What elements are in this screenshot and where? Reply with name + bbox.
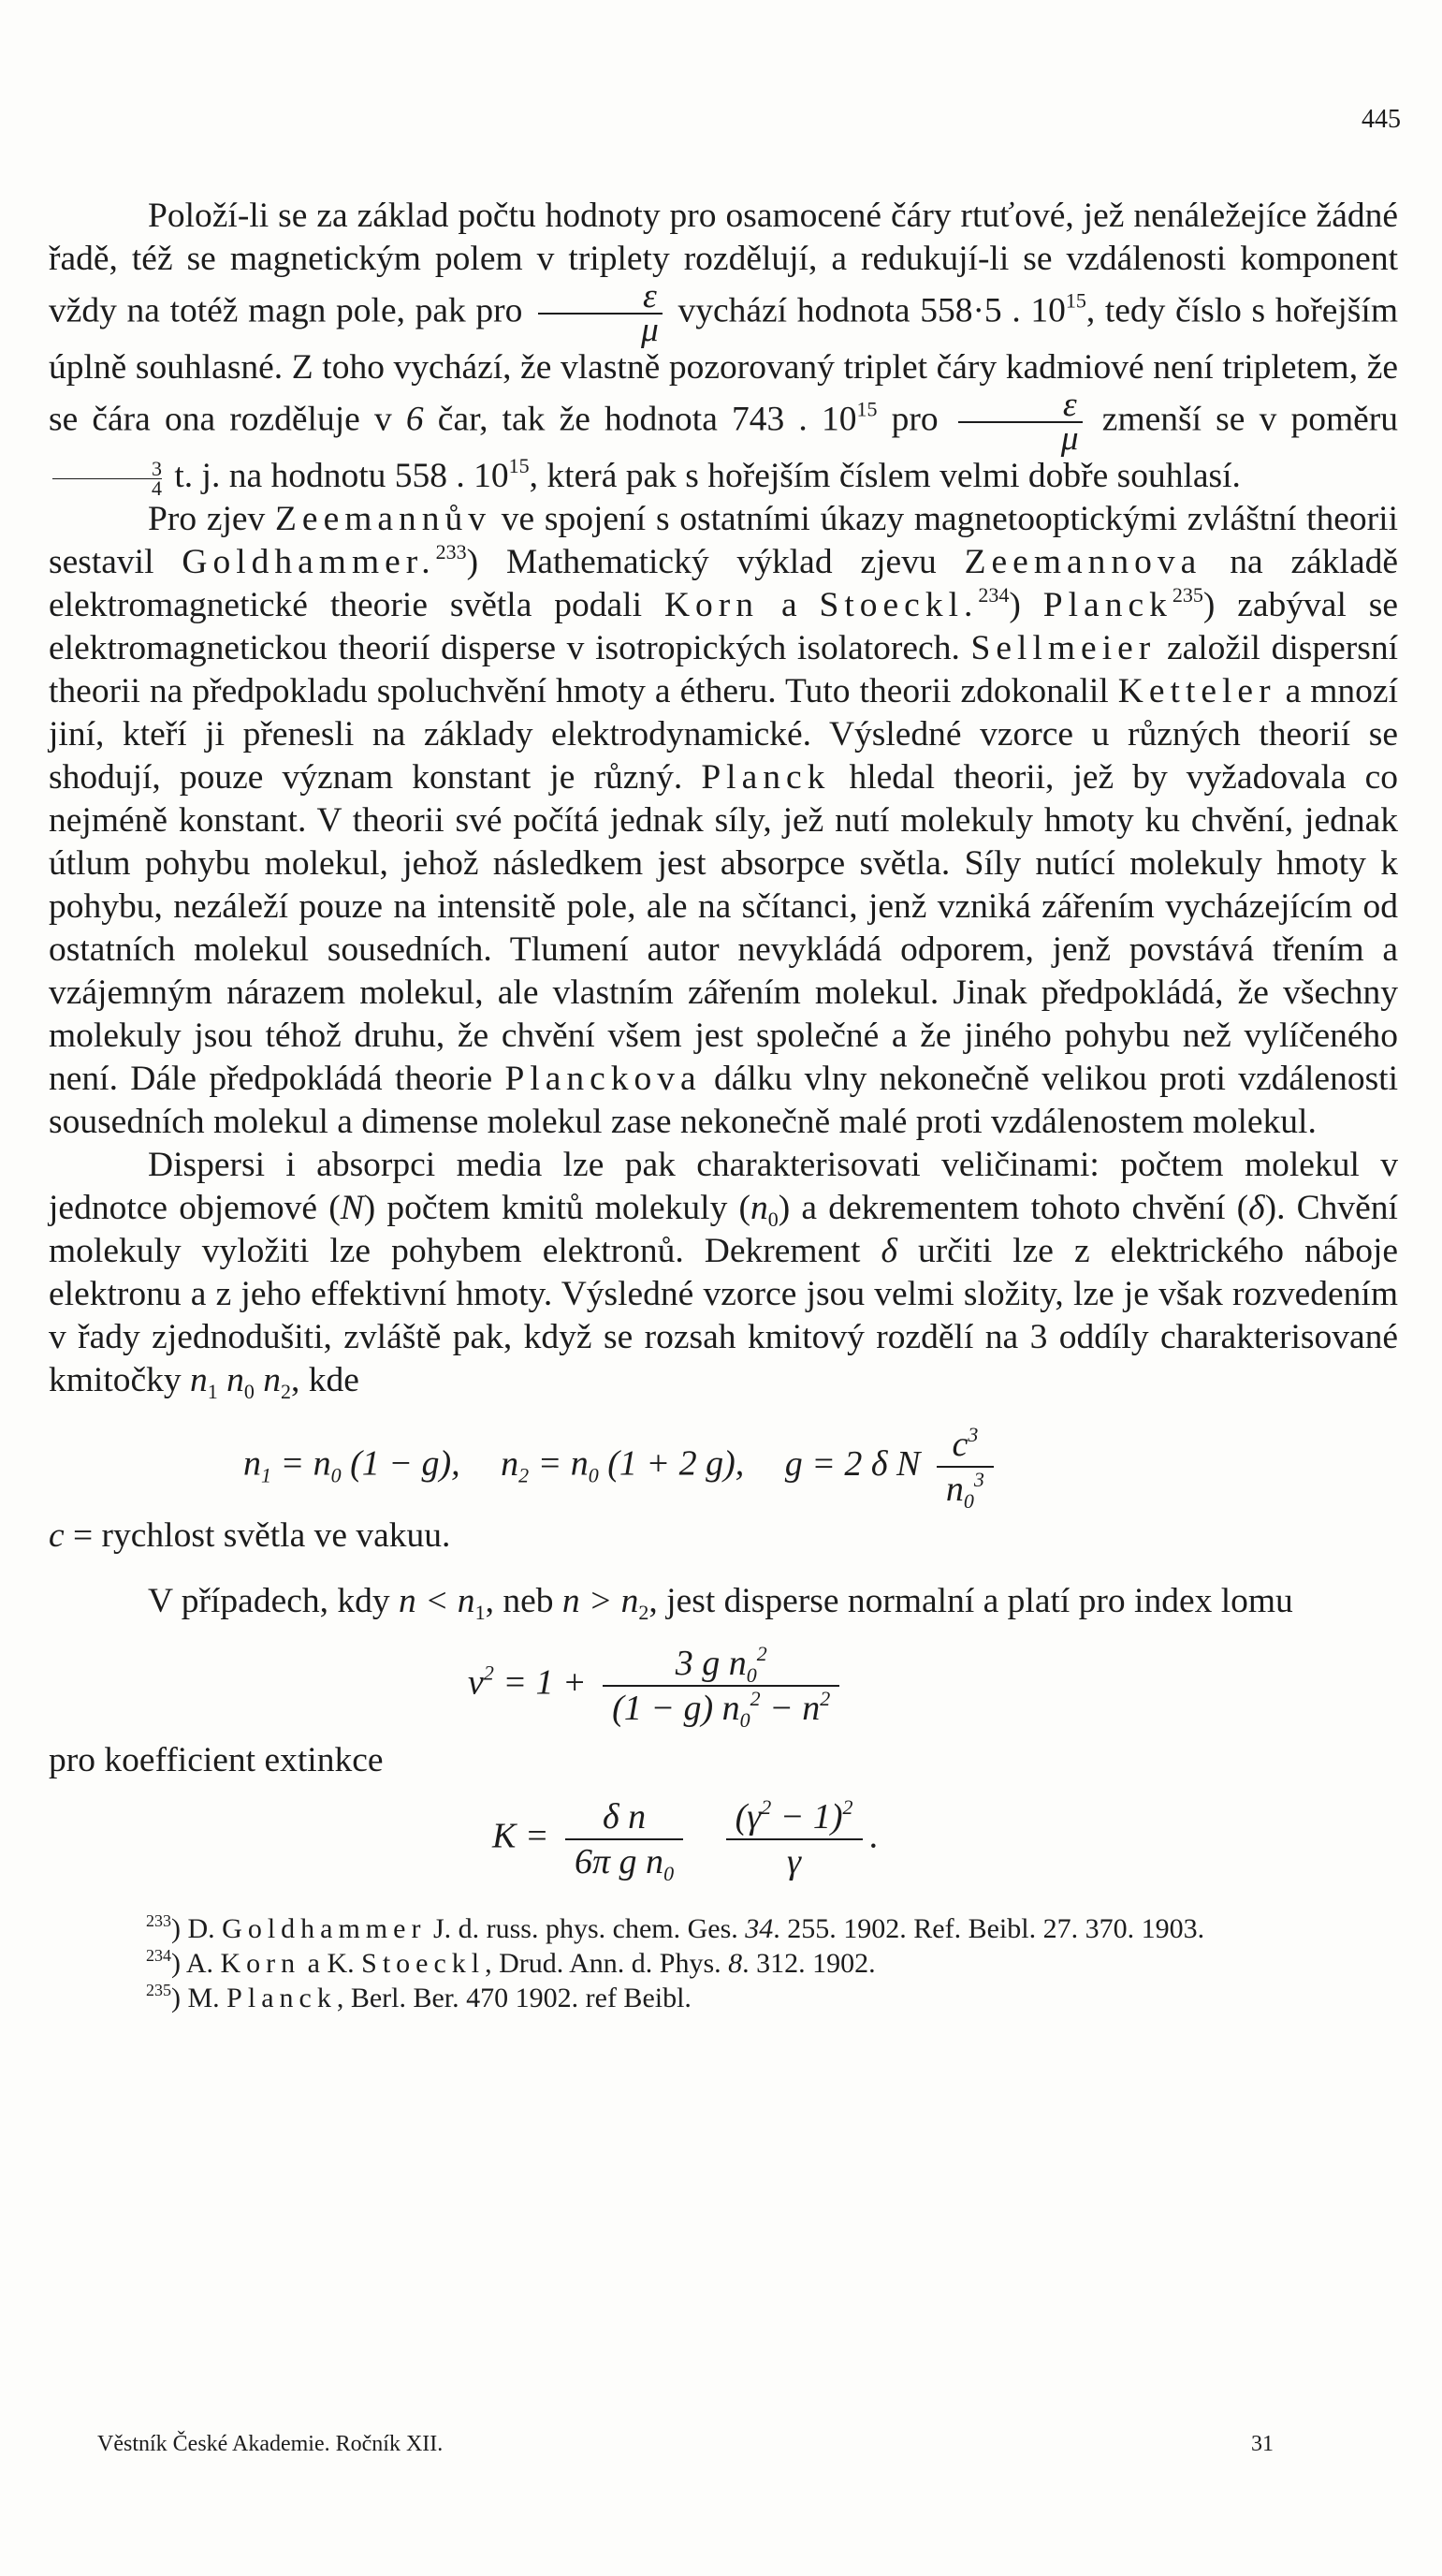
footnote-235 [49, 1981, 1398, 2015]
c-definition [49, 1515, 1398, 1558]
math: . [869, 1816, 879, 1856]
text-run: , neb [485, 1582, 554, 1620]
math-symbol: < n [415, 1582, 475, 1620]
math: n [243, 1443, 261, 1484]
text-run: ) Mathematický výklad zjevu [466, 543, 937, 581]
footnote-number: 234 [146, 1946, 171, 1965]
footnote-number: 233 [146, 1911, 171, 1930]
author-name: Planck [701, 758, 831, 797]
text-run: určiti lze z elektrického náboje elektronu a z jeho effektivní hmoty. Výsledné vzorce jsou velmi složity, lze je však rozvedením v řady zjednodušiti, zvláště pak, když se rozsah kmitový rozdělí na 3 oddíly charakterisované kmitočky [49, 1232, 1399, 1399]
exponent: 15 [856, 397, 878, 421]
math: ν [468, 1662, 484, 1703]
page-number: 445 [1362, 105, 1401, 134]
math: K [492, 1816, 517, 1856]
fraction-numerator: ε [958, 389, 1083, 423]
text-run: Dispersi i absorpci media lze pak charakterisovati veličinami: počtem molekul v jednotce objemové ( [49, 1146, 1398, 1227]
math: (1 − g), [341, 1443, 460, 1484]
subscript: 0 [767, 1208, 779, 1231]
subscript: 0 [330, 1463, 342, 1487]
math-symbol: n [561, 1582, 580, 1620]
math: (γ [735, 1797, 762, 1837]
paragraph-4 [49, 1580, 1398, 1623]
article-body [49, 195, 1398, 2015]
text-run: založil dispersní theorii na předpokladu spoluchvění hmoty a étheru. Tuto theorii zdokonalil [49, 629, 1398, 710]
text-run: V případech, kdy [148, 1582, 390, 1620]
text-run: , Drud. Ann. d. Phys. [485, 1948, 721, 1979]
text-run: Položí-li se za základ počtu hodnoty pro osamocené čáry rtuťové, jež nenáležejíce žádné řadě, též se magnetickým polem v triplety rozdělují, a redukují-li se vzdálenosti komponent vždy na totéž magn pole, pak pro [49, 197, 1398, 330]
author-name: Sellmeier [970, 629, 1157, 667]
text-run: = rychlost světla ve vakuu. [64, 1516, 451, 1555]
fraction-denominator: 4 [152, 476, 162, 500]
footnote-ref[interactable]: 233 [435, 540, 467, 564]
index-lomu-fraction [603, 1642, 839, 1730]
subscript: 1 [207, 1380, 218, 1403]
text-run: ). Chvění molekuly vyložiti lze pohybem elektronů. Dekrement [49, 1189, 1398, 1270]
text-run: a mnozí jiní, kteří ji přenesli na základy elektrodynamické. Výsledné vzorce u různých theorií se shodují, pouze význam konstant je různý. [49, 672, 1398, 797]
footnote-234 [49, 1946, 1398, 1981]
math-symbol: n [226, 1361, 244, 1399]
math: = [516, 1816, 559, 1856]
subscript: 0 [739, 1708, 750, 1732]
math: n [945, 1470, 964, 1509]
text-run: , která pak s hořejším číslem velmi dobře souhlasí. [529, 457, 1241, 495]
subscript: 0 [588, 1463, 599, 1487]
math: (1 − g) n [612, 1689, 740, 1728]
math: (1 + 2 g), [598, 1443, 745, 1484]
subscript: 2 [518, 1463, 530, 1487]
text-run: , Berl. Ber. 470 1902. ref Beibl. [336, 1983, 692, 2013]
equation-index-lomu [468, 1642, 1398, 1730]
math-symbol: N [340, 1189, 364, 1227]
paragraph-3 [49, 1144, 1398, 1402]
text-run: zmenší se v poměru [1101, 400, 1399, 439]
math: − n [760, 1689, 821, 1728]
volume: 8 [728, 1948, 743, 1979]
author-name: Planckova [504, 1060, 702, 1098]
fraction-denominator: μ [641, 311, 659, 349]
text-run: pro [891, 400, 939, 439]
math-symbol: n [190, 1361, 208, 1399]
equation-extinkce [492, 1795, 1398, 1883]
subscript: 1 [261, 1463, 271, 1487]
extinction-fraction-2 [726, 1795, 863, 1883]
exponent: 15 [508, 454, 530, 477]
author-name: Zeemannův [275, 500, 492, 538]
math: δ n [565, 1795, 683, 1840]
exponent: 2 [820, 1687, 831, 1710]
subscript: 1 [474, 1601, 486, 1624]
sheet-number: 31 [1251, 2432, 1274, 2456]
math: 6π g n [575, 1842, 664, 1881]
author-name: Ketteler [1117, 672, 1276, 710]
ratio-fraction [52, 456, 162, 500]
math: γ [787, 1842, 802, 1881]
text-run: hledal theorii, jež by vyžadovala co nejméně konstant. V theorii své počítá jednak síly, jež nutí molekuly hmoty ku chvění, jednak útlum pohybu molekul, jehož následkem jest absorpce světla. Síly nutící molekuly hmoty k pohybu, nezáleží pouze na intensitě pole, ale na sčítanci, jenž vzniká zářením vycházejícím od ostatních molekul sousedních. Tlumení autor nevykládá odporem, jenž povstává třením a vzájemným nárazem molekul, ale vlastním zářením molekul. Jinak předpokládá, že všechny molekuly jsou téhož druhu, že chvění všem jest společné a že jiného pohybu než vylíčeného není. Dále předpokládá theorie [49, 758, 1398, 1098]
page-footer [97, 2432, 1274, 2457]
volume: 34 [745, 1913, 774, 1944]
text-run: a K. [300, 1948, 362, 1979]
author-name: Goldhammer. [182, 543, 436, 581]
math: = 1 + [493, 1662, 596, 1703]
math-symbol: n [750, 1189, 768, 1227]
author-name: Planck [226, 1983, 337, 2013]
paragraph-2: Pro zjev Zeemannův ve spojení s ostatními úkazy magnetooptickými zvláštní theorii sestavil Goldhammer.$^{233}$) Mathematický výklad zjevu Zeemannova na základě elektromagnetické theorie světla podali Korn a Stoeckl.$^{234}$) Planck$^{235}$) zabýval se elektromagnetickou theorií disperse v isotropických isolatorech. Sellmeier založil dispersní theorii na předpokladu spoluchvění hmoty a étheru. Tuto theorii zdokonalil Ketteler a mnozí jiní, kteří ji přenesli na základy elektrodynamické. Výsledné vzorce u různých theorií se shodují, pouze význam konstant je různý. Planck hledal theorii, jež by vyžadovala co nejméně konstant. V theorii své počítá jednak síly, jež nutí molekuly hmoty ku chvění, jednak útlum pohybu molekul, jehož následkem jest absorpce světla. Síly nutící molekuly hmoty k pohybu, nezáleží pouze na intensitě pole, ale na sčítanci, jenž vzniká zářením vycházejícím od ostatních molekul sousedních. Tlumení autor nevykládá odporem, jenž povstává třením a vzájemným nárazem molekul, ale vlastním zářením molekul. Jinak předpokládá, že všechny molekuly jsou téhož druhu, že chvění všem jest společné a že jiného pohybu než vylíčeného není. Dále předpokládá theorie Planckova dálku vlny nekonečně velikou proti vzdálenosti sousedních molekul a dimense molekul zase nekonečně malé proti vzdálenostem molekul. [49, 500, 1399, 1141]
text-run: , jest disperse normalní a platí pro index lomu [648, 1582, 1293, 1620]
math: g = 2 δ N [784, 1443, 921, 1484]
math-symbol: n [263, 1361, 282, 1399]
exponent: 3 [973, 1468, 984, 1491]
subscript: 2 [281, 1380, 292, 1403]
c3-over-n03-fraction [937, 1423, 994, 1511]
footnote-ref[interactable]: 235 [1172, 583, 1203, 607]
subscript: 2 [638, 1601, 649, 1624]
paragraph-1 [49, 195, 1398, 498]
math: − 1) [771, 1797, 843, 1837]
math: = n [529, 1443, 589, 1484]
subscript: 0 [243, 1380, 255, 1403]
exponent: 15 [1065, 288, 1086, 313]
author-name: Zeemannova [964, 543, 1202, 581]
math-symbol: n [399, 1582, 416, 1620]
exponent: 2 [842, 1795, 853, 1819]
fraction-numerator: ε [538, 281, 663, 315]
fraction-numerator: 3 [52, 460, 162, 479]
text-run: a [780, 586, 797, 624]
exponent: 2 [761, 1795, 772, 1819]
math-symbol: > n [579, 1582, 639, 1620]
text-run: Pro zjev [148, 500, 266, 538]
text-run: čar, tak že hodnota 743 . 10 [437, 400, 857, 439]
subscript: 0 [663, 1862, 675, 1885]
epsilon-over-mu-fraction [958, 386, 1083, 458]
text-run: ) D. [171, 1913, 215, 1944]
text-run: ) počtem kmitů molekuly ( [363, 1189, 751, 1227]
text-run: . 312. 1902. [742, 1948, 876, 1979]
math-symbol: δ [881, 1232, 897, 1270]
footnote-ref[interactable]: 234 [978, 583, 1010, 607]
math: = n [271, 1443, 331, 1484]
exponent: 2 [750, 1687, 761, 1710]
text-run: ) zabýval se elektromagnetickou theorií disperse v isotropických isolatorech. [49, 586, 1399, 667]
extinction-label: pro koefficient extinkce [49, 1741, 384, 1779]
text-run: J. d. russ. phys. chem. Ges. [426, 1913, 738, 1944]
exponent: 2 [756, 1642, 767, 1665]
math: 3 g n [675, 1644, 747, 1683]
text-run: . 255. 1902. Ref. Beibl. 27. 370. 1903. [773, 1913, 1205, 1944]
math-symbol: δ [1248, 1189, 1265, 1227]
equation-kmitocky [243, 1423, 1398, 1511]
footnote-number: 235 [146, 1981, 171, 1999]
author-name: Goldhammer [222, 1913, 427, 1944]
exponent: 3 [968, 1423, 979, 1446]
text-run: ) M. [171, 1983, 220, 2013]
author-name: Korn [220, 1948, 301, 1979]
text-run: vychází hodnota 558·5 . 10 [677, 291, 1066, 330]
author-name: Stoeckl. [819, 586, 979, 624]
exponent: 2 [483, 1661, 494, 1685]
text-run: t. j. na hodnotu 558 . 10 [174, 457, 509, 495]
text-run: , tedy číslo s hořejším úplně souhlasné. Z toho vychází, že vlastně pozorovaný triplet čáry kadmiové není tripletem, že se čára ona rozděluje v [49, 291, 1398, 439]
text-run: ve spojení s ostatními úkazy magnetooptickými zvláštní theorii sestavil [49, 500, 1399, 581]
footnote-233 [49, 1911, 1398, 1946]
text-run: dálku vlny nekonečně velikou proti vzdálenosti sousedních molekul a dimense molekul zase nekonečně malé proti vzdálenostem molekul. [49, 1060, 1399, 1141]
extinction-fraction-1 [565, 1795, 683, 1883]
text-run: , kde [291, 1361, 359, 1399]
author-name: Planck [1042, 586, 1173, 624]
author-name: Korn [663, 586, 760, 624]
footnotes [49, 1911, 1398, 2015]
author-name: Stoeckl [361, 1948, 486, 1979]
subscript: 0 [963, 1489, 974, 1513]
subscript: 0 [746, 1663, 757, 1687]
text-run: na základě elektromagnetické theorie světla podali [49, 543, 1399, 624]
journal-title: Věstník České Akademie. Ročník XII. [97, 2432, 444, 2456]
math: n [501, 1443, 519, 1484]
epsilon-over-mu-fraction [538, 277, 663, 349]
text-run: ) a dekrementem tohoto chvění ( [778, 1189, 1249, 1227]
math: c [952, 1425, 969, 1464]
number-six: 6 [405, 400, 424, 439]
math-symbol: c [49, 1516, 65, 1555]
fraction-denominator: μ [1060, 419, 1079, 458]
text-run: ) A. [171, 1948, 213, 1979]
